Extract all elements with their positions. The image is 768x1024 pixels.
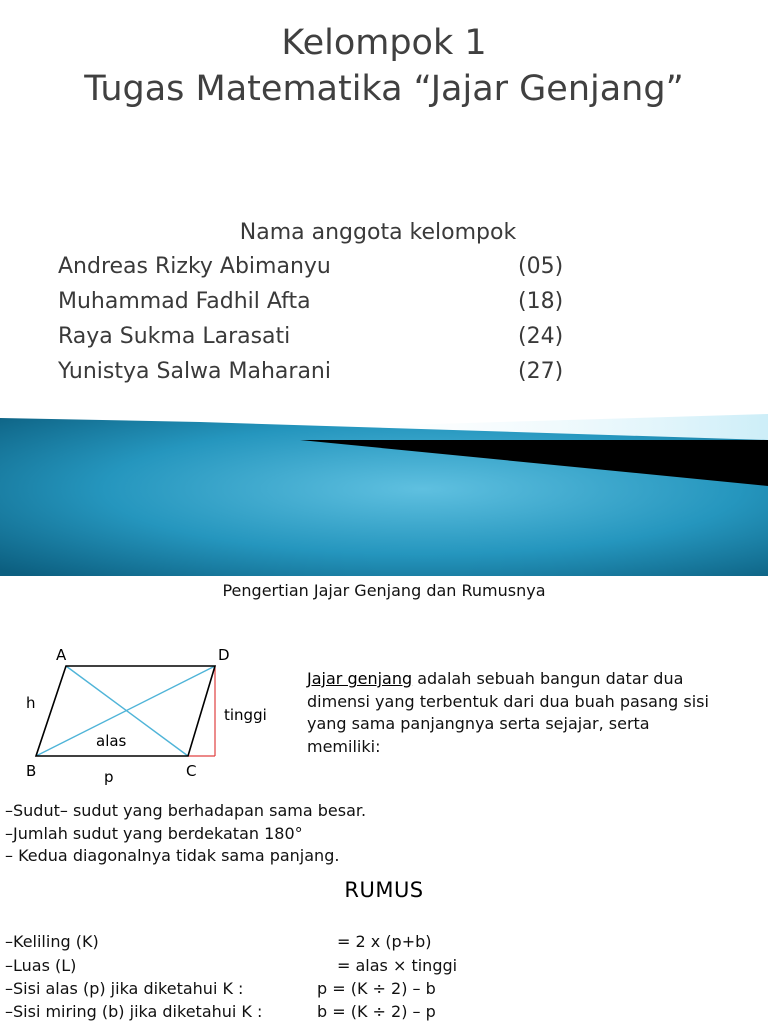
alas-label: alas: [96, 732, 127, 750]
base-p-label: p: [104, 768, 114, 786]
vertex-b-label: B: [26, 762, 37, 780]
member-name: Andreas Rizky Abimanyu: [58, 254, 331, 279]
formula-expression: b = (K ÷ 2) – p: [317, 1002, 436, 1021]
tinggi-label: tinggi: [224, 706, 267, 724]
formula-label: –Keliling (K): [5, 932, 99, 951]
vertex-d-label: D: [218, 646, 230, 664]
definition-text: adalah sebuah bangun datar dua dimensi yang terbentuk dari dua buah pasang sisi yang sama panjangnya serta sejajar, serta memiliki:: [307, 669, 709, 756]
definition-paragraph: [307, 668, 727, 758]
formula-label: –Luas (L): [5, 956, 77, 975]
members-heading: Nama anggota kelompok: [239, 220, 517, 245]
formula-label: –Sisi alas (p) jika diketahui K :: [5, 979, 244, 998]
slide-title-line2: Tugas Matematika “Jajar Genjang”: [84, 69, 684, 109]
decorative-wave-band: [0, 400, 768, 576]
member-number: (24): [518, 324, 564, 349]
formula-label: –Sisi miring (b) jika diketahui K :: [5, 1002, 263, 1021]
properties-list: [5, 800, 366, 868]
member-number: (05): [518, 254, 564, 279]
formula-expression: = 2 x (p+b): [337, 932, 432, 951]
formula-expression: = alas × tinggi: [337, 956, 458, 975]
member-name: Muhammad Fadhil Afta: [58, 289, 311, 314]
parallelogram-figure: [0, 636, 300, 786]
rumus-heading: RUMUS: [344, 878, 424, 902]
content-slide-title: Pengertian Jajar Genjang dan Rumusnya: [222, 581, 546, 600]
height-h-label: h: [26, 694, 36, 712]
property-item: –Sudut– sudut yang berhadapan sama besar.: [5, 801, 367, 820]
member-number: (27): [518, 359, 564, 384]
formula-expression: p = (K ÷ 2) – b: [317, 979, 436, 998]
member-number: (18): [518, 289, 564, 314]
vertex-a-label: A: [56, 646, 67, 664]
property-item: –Jumlah sudut yang berdekatan 180°: [5, 823, 303, 843]
content-slide: [0, 576, 768, 1024]
definition-term: Jajar genjang: [307, 669, 413, 688]
property-item: – Kedua diagonalnya tidak sama panjang.: [5, 846, 340, 865]
vertex-c-label: C: [186, 762, 197, 780]
slide-title-line1: Kelompok 1: [281, 23, 487, 63]
member-name: Raya Sukma Larasati: [58, 324, 291, 349]
member-name: Yunistya Salwa Maharani: [58, 359, 331, 384]
